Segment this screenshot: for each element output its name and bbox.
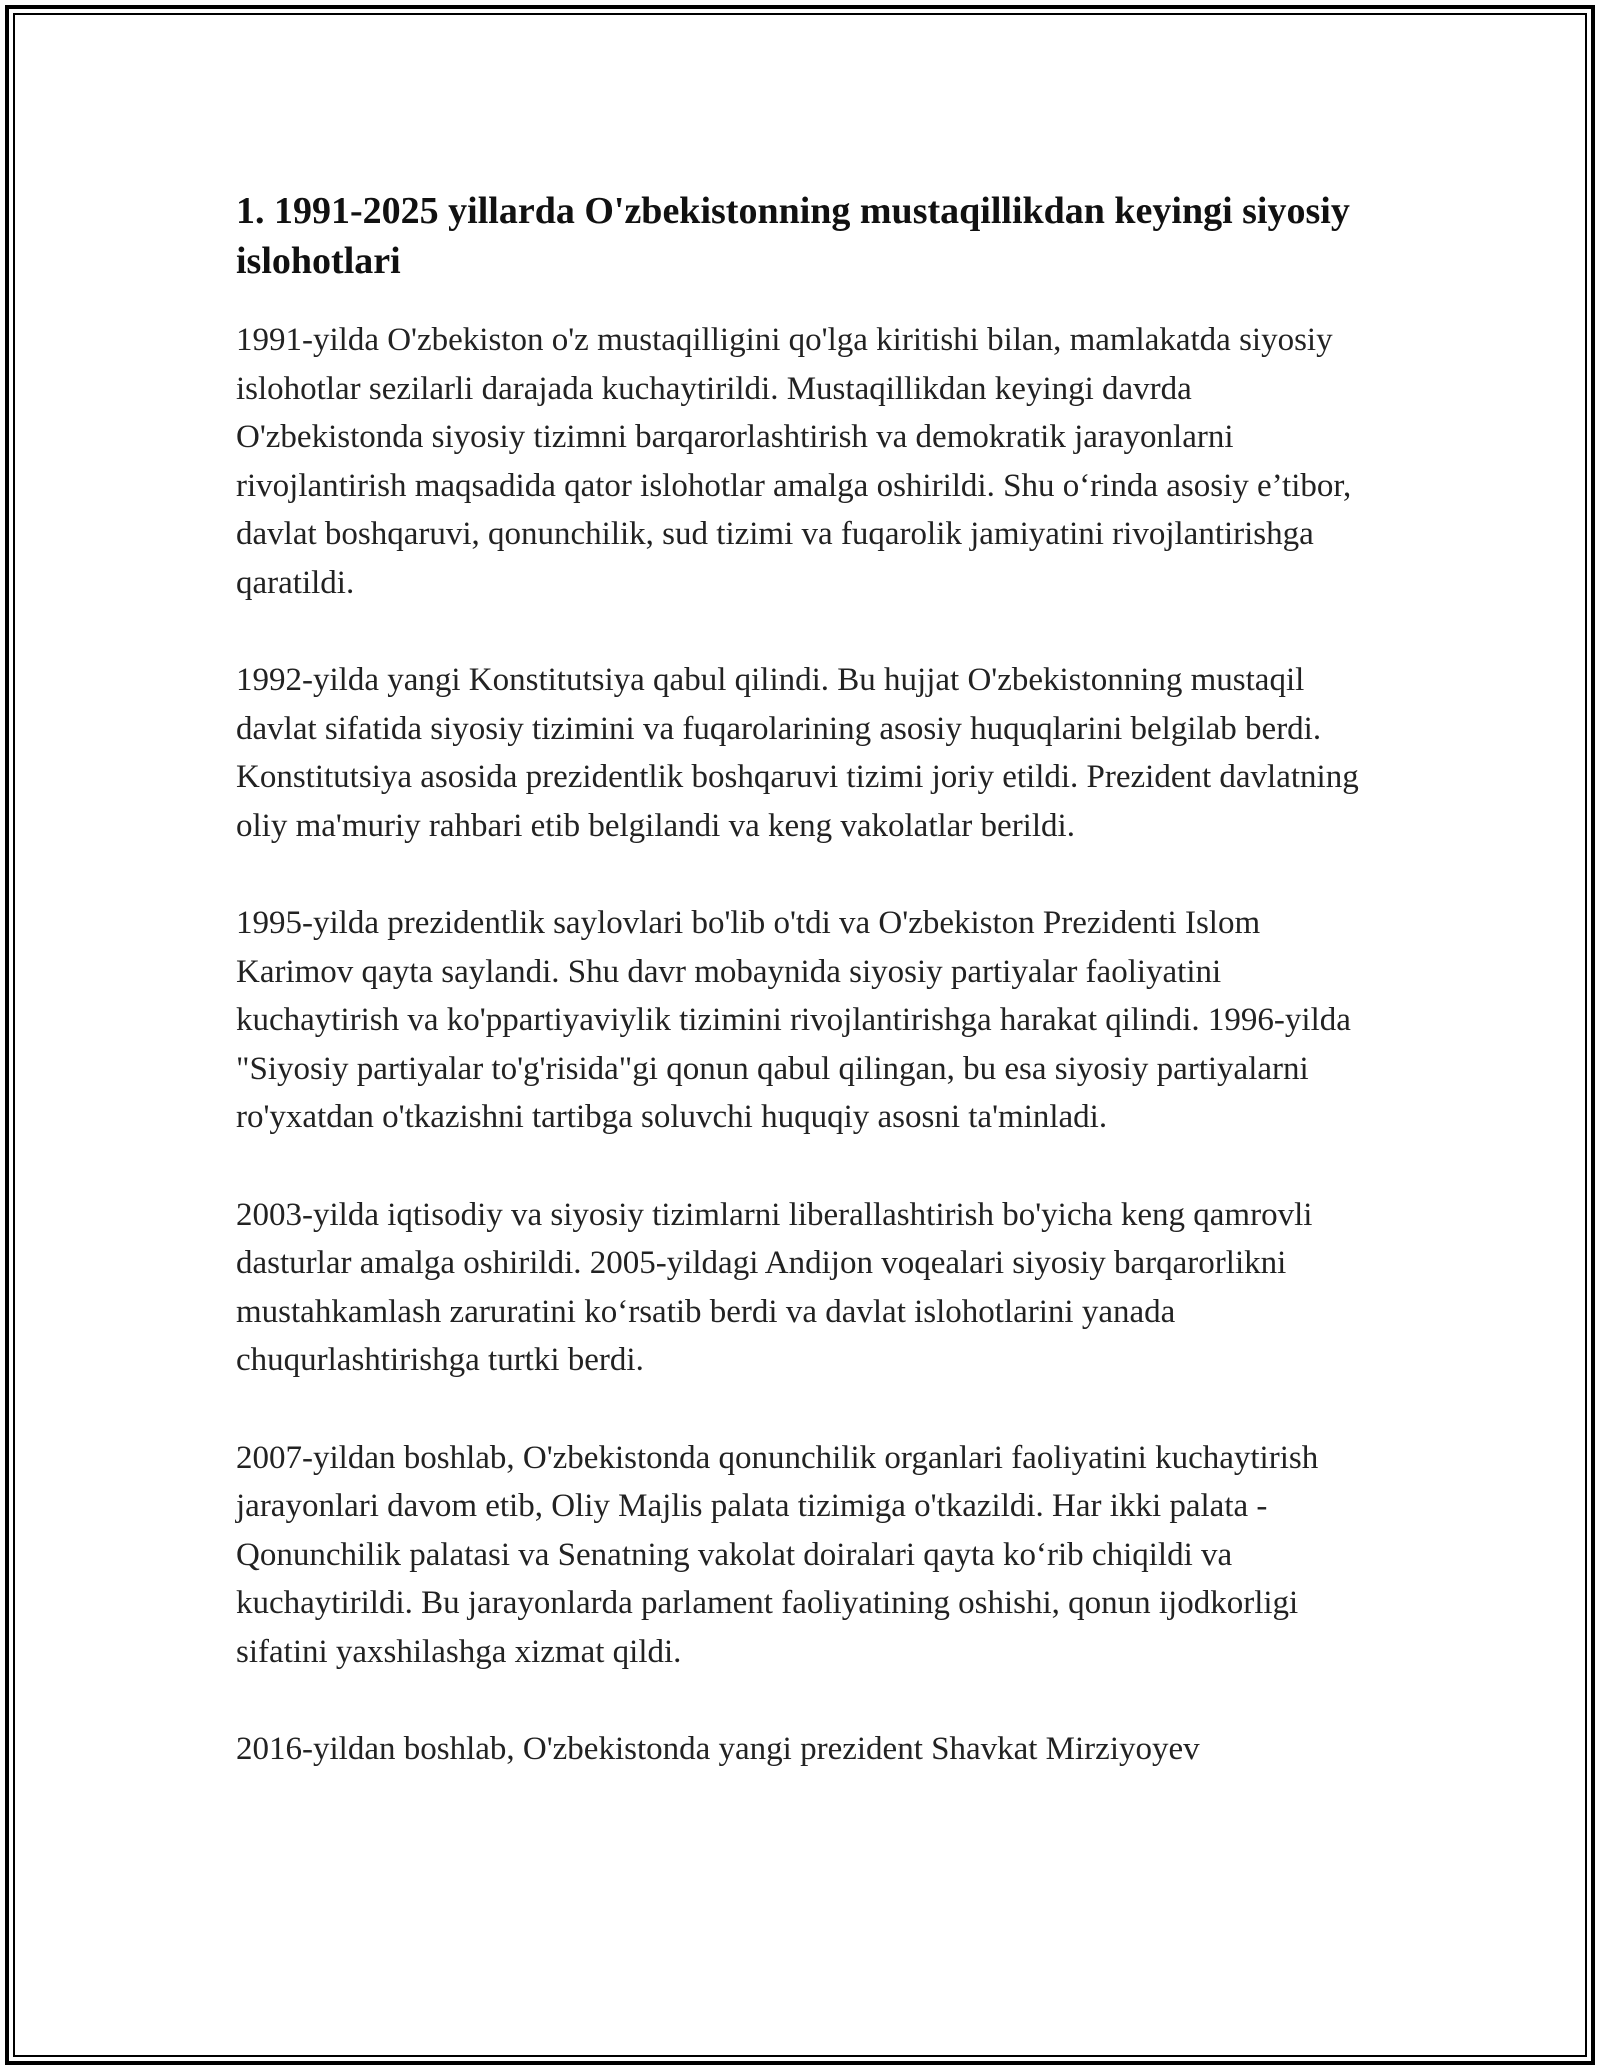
paragraph-1995: 1995-yilda prezidentlik saylovlari bo'lib o'tdi va O'zbekiston Prezidenti Islom Karimov qayta saylandi. Shu davr mobaynida siyosiy partiyalar faoliyatini kuchaytirish va ko'ppartiyaviylik tizimini rivojlantirishga harakat qilindi. 1996-yilda "Siyosiy partiyalar to'g'risida"gi qonun qabul qilingan, bu esa siyosiy partiyalarni ro'yxatdan o'tkazishni tartibga soluvchi huquqiy asosni ta'minladi.: [236, 905, 1351, 1135]
paragraph-2007: 2007-yildan boshlab, O'zbekistonda qonunchilik organlari faoliyatini kuchaytirish jarayonlari davom etib, Oliy Majlis palata tizimiga o'tkazildi. Har ikki palata - Qonunchilik palatasi va Senatning vakolat doiralari qayta ko‘rib chiqildi va kuchaytirildi. Bu jarayonlarda parlament faoliyatining oshishi, qonun ijodkorligi sifatini yaxshilashga xizmat qildi.: [236, 1439, 1319, 1670]
paragraph-1992: 1992-yilda yangi Konstitutsiya qabul qilindi. Bu hujjat O'zbekistonning mustaqil davlat sifatida siyosiy tizimini va fuqarolarining asosiy huquqlarini belgilab berdi. Konstitutsiya asosida prezidentlik boshqaruvi tizimi joriy etildi. Prezident davlatning oliy ma'muriy rahbari etib belgilandi va keng vakolatlar berildi.: [236, 662, 1359, 844]
document-body: [236, 186, 1376, 1823]
paragraph-2016: 2016-yildan boshlab, O'zbekistonda yangi prezident Shavkat Mirziyoyev: [236, 1731, 1200, 1767]
paragraph-2003: 2003-yilda iqtisodiy va siyosiy tizimlarni liberallashtirish bo'yicha keng qamrovli dasturlar amalga oshirildi. 2005-yildagi Andijon voqealari siyosiy barqarorlikni mustahkamlash zaruratini ko‘rsatib berdi va davlat islohotlarini yanada chuqurlashtirishga turtki berdi.: [236, 1196, 1313, 1378]
paragraph-1991: 1991-yilda O'zbekiston o'z mustaqilligini qo'lga kiritishi bilan, mamlakatda siyosiy islohotlar sezilarli darajada kuchaytirildi. Mustaqillikdan keyingi davrda O'zbekistonda siyosiy tizimni barqarorlashtirish va demokratik jarayonlarni rivojlantirish maqsadida qator islohotlar amalga oshirildi. Shu o‘rinda asosiy e’tibor, davlat boshqaruvi, qonunchilik, sud tizimi va fuqarolik jamiyatini rivojlantirishga qaratildi.: [236, 322, 1352, 601]
section-heading: 1. 1991-2025 yillarda O'zbekistonning mustaqillikdan keyingi siyosiy islohotlari: [236, 190, 1350, 282]
